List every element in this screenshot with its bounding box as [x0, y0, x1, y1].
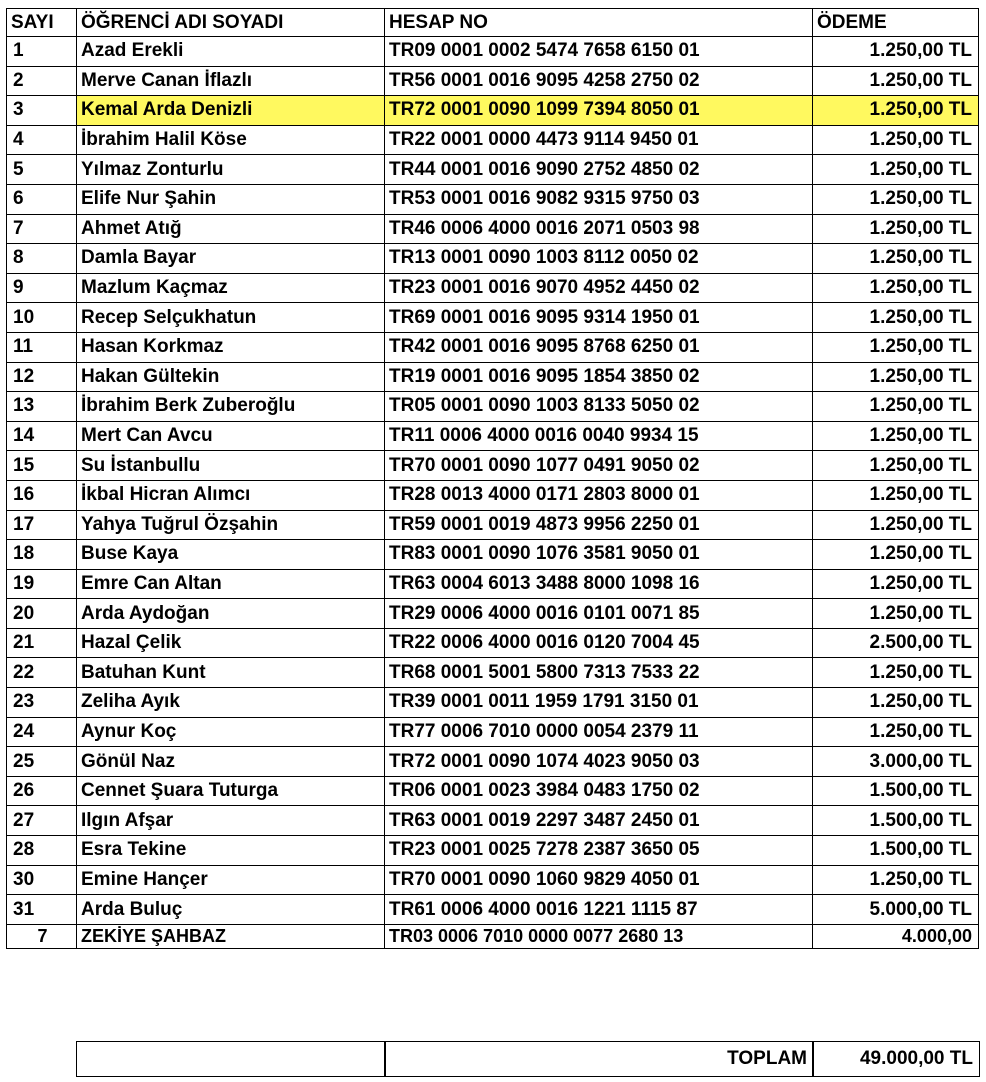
cell-no[interactable]: 14 — [7, 421, 77, 451]
cell-no[interactable]: 3 — [7, 96, 77, 126]
table-row — [7, 658, 979, 688]
cell-name[interactable]: Arda Aydoğan — [77, 599, 385, 629]
cell-no[interactable]: 13 — [7, 392, 77, 422]
cell-payment[interactable]: 1.250,00 TL — [813, 37, 979, 67]
cell-name[interactable]: Elife Nur Şahin — [77, 184, 385, 214]
table-row — [7, 184, 979, 214]
table-row — [7, 273, 979, 303]
cell-no[interactable]: 31 — [7, 895, 77, 925]
cell-payment[interactable]: 1.250,00 TL — [813, 510, 979, 540]
cell-payment[interactable]: 1.250,00 TL — [813, 599, 979, 629]
payment-table — [6, 8, 979, 949]
cell-iban[interactable]: TR23 0001 0016 9070 4952 4450 02 — [385, 273, 813, 303]
total-value-cell[interactable] — [812, 1041, 980, 1077]
cell-name[interactable]: Emre Can Altan — [77, 569, 385, 599]
cell-no[interactable]: 20 — [7, 599, 77, 629]
cell-name[interactable]: Zeliha Ayık — [77, 688, 385, 718]
cell-name[interactable]: Mert Can Avcu — [77, 421, 385, 451]
cell-iban[interactable]: TR22 0006 4000 0016 0120 7004 45 — [385, 628, 813, 658]
cell-iban[interactable]: TR70 0001 0090 1060 9829 4050 01 — [385, 865, 813, 895]
cell-iban[interactable]: TR39 0001 0011 1959 1791 3150 01 — [385, 688, 813, 718]
table-row — [7, 895, 979, 925]
cell-no[interactable]: 5 — [7, 155, 77, 185]
cell-iban[interactable]: TR03 0006 7010 0000 0077 2680 13 — [385, 924, 813, 948]
header-no[interactable]: SAYI — [7, 9, 77, 37]
cell-name[interactable]: Emine Hançer — [77, 865, 385, 895]
table-row — [7, 628, 979, 658]
cell-iban[interactable]: TR19 0001 0016 9095 1854 3850 02 — [385, 362, 813, 392]
cell-no[interactable]: 22 — [7, 658, 77, 688]
cell-no[interactable]: 25 — [7, 747, 77, 777]
total-label-cell[interactable] — [384, 1041, 814, 1077]
table-row — [7, 865, 979, 895]
cell-iban[interactable]: TR59 0001 0019 4873 9956 2250 01 — [385, 510, 813, 540]
cell-iban[interactable]: TR09 0001 0002 5474 7658 6150 01 — [385, 37, 813, 67]
cell-iban[interactable]: TR56 0001 0016 9095 4258 2750 02 — [385, 66, 813, 96]
cell-iban[interactable]: TR22 0001 0000 4473 9114 9450 01 — [385, 125, 813, 155]
header-name[interactable]: ÖĞRENCİ ADI SOYADI — [77, 9, 385, 37]
cell-no[interactable]: 7 — [7, 214, 77, 244]
cell-iban[interactable]: TR69 0001 0016 9095 9314 1950 01 — [385, 303, 813, 333]
cell-payment[interactable]: 1.250,00 TL — [813, 66, 979, 96]
cell-name[interactable]: Batuhan Kunt — [77, 658, 385, 688]
cell-payment[interactable]: 1.250,00 TL — [813, 155, 979, 185]
cell-no[interactable]: 15 — [7, 451, 77, 481]
cell-iban[interactable]: TR63 0004 6013 3488 8000 1098 16 — [385, 569, 813, 599]
cell-no[interactable]: 9 — [7, 273, 77, 303]
cell-no[interactable]: 26 — [7, 776, 77, 806]
cell-no[interactable]: 21 — [7, 628, 77, 658]
cell-iban[interactable]: TR63 0001 0019 2297 3487 2450 01 — [385, 806, 813, 836]
cell-payment[interactable]: 1.250,00 TL — [813, 303, 979, 333]
table-row — [7, 806, 979, 836]
cell-no[interactable]: 7 — [7, 924, 77, 948]
cell-no[interactable]: 1 — [7, 37, 77, 67]
cell-name[interactable]: Arda Buluç — [77, 895, 385, 925]
table-row — [7, 776, 979, 806]
cell-iban[interactable]: TR05 0001 0090 1003 8133 5050 02 — [385, 392, 813, 422]
table-row — [7, 37, 979, 67]
cell-iban[interactable]: TR83 0001 0090 1076 3581 9050 01 — [385, 540, 813, 570]
cell-iban[interactable]: TR72 0001 0090 1074 4023 9050 03 — [385, 747, 813, 777]
table-row — [7, 96, 979, 126]
cell-name[interactable]: Cennet Şuara Tuturga — [77, 776, 385, 806]
cell-name[interactable]: Gönül Naz — [77, 747, 385, 777]
cell-iban[interactable]: TR53 0001 0016 9082 9315 9750 03 — [385, 184, 813, 214]
cell-name[interactable]: Hakan Gültekin — [77, 362, 385, 392]
cell-payment[interactable]: 1.250,00 TL — [813, 332, 979, 362]
cell-iban[interactable]: TR28 0013 4000 0171 2803 8000 01 — [385, 480, 813, 510]
table-row — [7, 362, 979, 392]
cell-iban[interactable]: TR68 0001 5001 5800 7313 7533 22 — [385, 658, 813, 688]
cell-iban[interactable]: TR72 0001 0090 1099 7394 8050 01 — [385, 96, 813, 126]
cell-name[interactable]: İbrahim Berk Zuberoğlu — [77, 392, 385, 422]
cell-no[interactable]: 16 — [7, 480, 77, 510]
cell-payment[interactable]: 1.250,00 TL — [813, 184, 979, 214]
table-row — [7, 688, 979, 718]
table-row — [7, 510, 979, 540]
cell-name[interactable]: Aynur Koç — [77, 717, 385, 747]
table-row — [7, 392, 979, 422]
table-row — [7, 451, 979, 481]
cell-payment[interactable]: 1.250,00 TL — [813, 865, 979, 895]
total-empty-cell-1[interactable] — [76, 1041, 386, 1077]
table-row — [7, 717, 979, 747]
cell-no[interactable]: 6 — [7, 184, 77, 214]
cell-name[interactable]: Yılmaz Zonturlu — [77, 155, 385, 185]
cell-no[interactable]: 18 — [7, 540, 77, 570]
table-row — [7, 303, 979, 333]
cell-payment[interactable]: 5.000,00 TL — [813, 895, 979, 925]
cell-iban[interactable]: TR23 0001 0025 7278 2387 3650 05 — [385, 836, 813, 866]
cell-no[interactable]: 12 — [7, 362, 77, 392]
cell-payment[interactable]: 1.250,00 TL — [813, 362, 979, 392]
table-row — [7, 747, 979, 777]
cell-name[interactable]: Hazal Çelik — [77, 628, 385, 658]
table-row — [7, 836, 979, 866]
cell-payment[interactable]: 1.250,00 TL — [813, 392, 979, 422]
table-row — [7, 569, 979, 599]
cell-iban[interactable]: TR77 0006 7010 0000 0054 2379 11 — [385, 717, 813, 747]
cell-payment[interactable]: 1.250,00 TL — [813, 480, 979, 510]
cell-payment[interactable]: 1.500,00 TL — [813, 806, 979, 836]
cell-payment[interactable]: 1.250,00 TL — [813, 540, 979, 570]
table-row — [7, 599, 979, 629]
cell-payment[interactable]: 1.250,00 TL — [813, 125, 979, 155]
cell-no[interactable]: 24 — [7, 717, 77, 747]
cell-no[interactable]: 4 — [7, 125, 77, 155]
cell-no[interactable]: 8 — [7, 244, 77, 274]
cell-payment[interactable]: 1.250,00 TL — [813, 688, 979, 718]
cell-name[interactable]: Kemal Arda Denizli — [77, 96, 385, 126]
cell-payment[interactable]: 1.250,00 TL — [813, 658, 979, 688]
cell-payment[interactable]: 4.000,00 — [813, 924, 979, 948]
cell-name[interactable]: İbrahim Halil Köse — [77, 125, 385, 155]
cell-payment[interactable]: 1.250,00 TL — [813, 273, 979, 303]
cell-name[interactable]: ZEKİYE ŞAHBAZ — [77, 924, 385, 948]
cell-payment[interactable]: 2.500,00 TL — [813, 628, 979, 658]
cell-iban[interactable]: TR61 0006 4000 0016 1221 1115 87 — [385, 895, 813, 925]
cell-iban[interactable]: TR11 0006 4000 0016 0040 9934 15 — [385, 421, 813, 451]
cell-name[interactable]: Esra Tekine — [77, 836, 385, 866]
table-row — [7, 66, 979, 96]
table-row — [7, 480, 979, 510]
cell-name[interactable]: Ahmet Atığ — [77, 214, 385, 244]
cell-name[interactable]: Su İstanbullu — [77, 451, 385, 481]
cell-iban[interactable]: TR70 0001 0090 1077 0491 9050 02 — [385, 451, 813, 481]
cell-no[interactable]: 10 — [7, 303, 77, 333]
header-payment[interactable]: ÖDEME — [813, 9, 979, 37]
cell-iban[interactable]: TR29 0006 4000 0016 0101 0071 85 — [385, 599, 813, 629]
table-row — [7, 540, 979, 570]
extra-row — [7, 924, 979, 948]
header-iban[interactable]: HESAP NO — [385, 9, 813, 37]
cell-payment[interactable]: 1.250,00 TL — [813, 244, 979, 274]
cell-name[interactable]: Azad Erekli — [77, 37, 385, 67]
cell-no[interactable]: 11 — [7, 332, 77, 362]
cell-name[interactable]: Hasan Korkmaz — [77, 332, 385, 362]
cell-name[interactable]: Buse Kaya — [77, 540, 385, 570]
cell-payment[interactable]: 1.250,00 TL — [813, 451, 979, 481]
table-body — [7, 37, 979, 925]
cell-payment[interactable]: 1.250,00 TL — [813, 96, 979, 126]
cell-iban[interactable]: TR13 0001 0090 1003 8112 0050 02 — [385, 244, 813, 274]
cell-name[interactable]: Yahya Tuğrul Özşahin — [77, 510, 385, 540]
total-value: 49.000,00 TL — [859, 1048, 973, 1069]
cell-payment[interactable]: 3.000,00 TL — [813, 747, 979, 777]
cell-payment[interactable]: 1.500,00 TL — [813, 836, 979, 866]
cell-iban[interactable]: TR46 0006 4000 0016 2071 0503 98 — [385, 214, 813, 244]
cell-name[interactable]: Mazlum Kaçmaz — [77, 273, 385, 303]
cell-no[interactable]: 19 — [7, 569, 77, 599]
cell-name[interactable]: İkbal Hicran Alımcı — [77, 480, 385, 510]
cell-no[interactable]: 30 — [7, 865, 77, 895]
cell-name[interactable]: Merve Canan İflazlı — [77, 66, 385, 96]
table-row — [7, 125, 979, 155]
cell-payment[interactable]: 1.250,00 TL — [813, 214, 979, 244]
cell-no[interactable]: 28 — [7, 836, 77, 866]
cell-payment[interactable]: 1.250,00 TL — [813, 717, 979, 747]
cell-name[interactable]: Ilgın Afşar — [77, 806, 385, 836]
total-label: TOPLAM — [727, 1048, 807, 1069]
cell-iban[interactable]: TR42 0001 0016 9095 8768 6250 01 — [385, 332, 813, 362]
table-row — [7, 214, 979, 244]
cell-name[interactable]: Damla Bayar — [77, 244, 385, 274]
cell-payment[interactable]: 1.250,00 TL — [813, 421, 979, 451]
cell-no[interactable]: 2 — [7, 66, 77, 96]
cell-name[interactable]: Recep Selçukhatun — [77, 303, 385, 333]
header-row — [7, 9, 979, 37]
table-row — [7, 421, 979, 451]
table-row — [7, 332, 979, 362]
table-row — [7, 155, 979, 185]
table-row — [7, 244, 979, 274]
cell-no[interactable]: 27 — [7, 806, 77, 836]
cell-no[interactable]: 17 — [7, 510, 77, 540]
cell-payment[interactable]: 1.500,00 TL — [813, 776, 979, 806]
cell-no[interactable]: 23 — [7, 688, 77, 718]
cell-iban[interactable]: TR44 0001 0016 9090 2752 4850 02 — [385, 155, 813, 185]
cell-payment[interactable]: 1.250,00 TL — [813, 569, 979, 599]
cell-iban[interactable]: TR06 0001 0023 3984 0483 1750 02 — [385, 776, 813, 806]
